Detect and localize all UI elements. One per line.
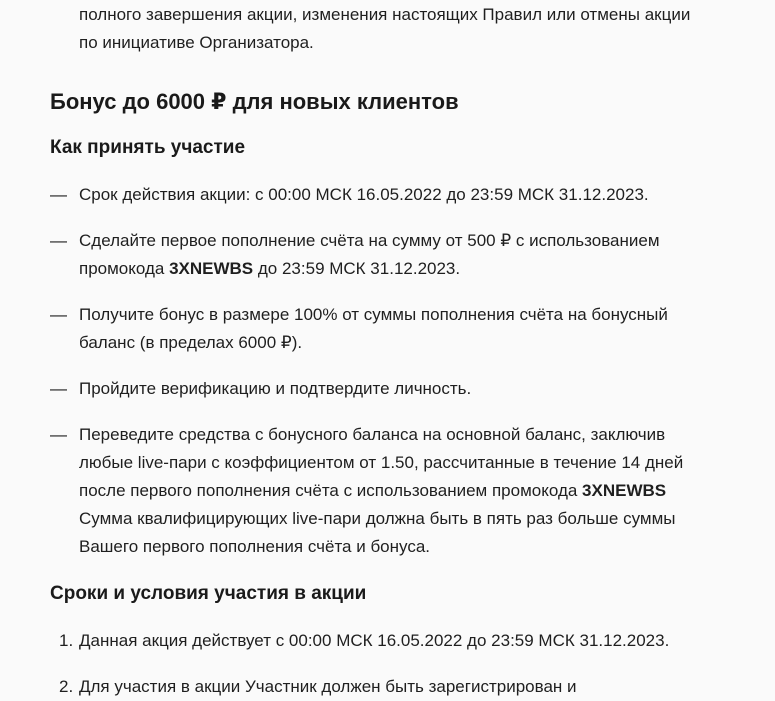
- list-item-line: Получите бонус в размере 100% от суммы пополнения счёта на бонусный: [79, 305, 668, 324]
- list-item-line: Сделайте первое пополнение счёта на сумму от 500 ₽ с использованием: [79, 231, 660, 250]
- how-to-heading: Как принять участие: [50, 137, 246, 158]
- list-item-text: Срок действия акции: с 00:00 МСК 16.05.2022 до 23:59 МСК 31.12.2023.: [79, 185, 649, 204]
- list-item-text: [79, 227, 759, 283]
- intro-paragraph: [79, 1, 759, 57]
- intro-line-1: полного завершения акции, изменения настоящих Правил или отмены акции: [79, 5, 691, 24]
- dash-marker: —: [50, 231, 67, 250]
- intro-line-2: по инициативе Организатора.: [79, 33, 314, 52]
- dash-marker: —: [50, 425, 67, 444]
- section-title: Бонус до 6000 ₽ для новых клиентов: [50, 89, 459, 114]
- list-item-text: Пройдите верификацию и подтвердите личность.: [79, 379, 472, 398]
- list-item-line: [79, 255, 759, 283]
- list-item-line: Вашего первого пополнения счёта и бонуса.: [79, 537, 431, 556]
- dash-marker: —: [50, 185, 67, 204]
- list-number: 1.: [59, 631, 74, 650]
- dash-marker: —: [50, 305, 67, 324]
- list-item-line: Сумма квалифицирующих live-пари должна быть в пять раз больше суммы: [79, 509, 676, 528]
- list-item-line: [79, 477, 759, 505]
- promo-code: 3XNEWBS: [169, 259, 254, 278]
- list-item-text: Для участия в акции Участник должен быть зарегистрирован и: [79, 677, 577, 696]
- terms-heading: Сроки и условия участия в акции: [50, 583, 367, 604]
- text-fragment: промокода: [79, 259, 170, 278]
- text-fragment: после первого пополнения счёта с использованием промокода: [79, 481, 583, 500]
- dash-marker: —: [50, 379, 67, 398]
- list-number: 2.: [59, 677, 74, 696]
- list-item-line: баланс (в пределах 6000 ₽).: [79, 333, 303, 352]
- list-item-text: [79, 301, 759, 357]
- list-item-line: любые live-пари с коэффициентом от 1.50, рассчитанные в течение 14 дней: [79, 453, 684, 472]
- list-item-line: Переведите средства с бонусного баланса на основной баланс, заключив: [79, 425, 666, 444]
- text-fragment: до 23:59 МСК 31.12.2023.: [253, 259, 461, 278]
- list-item-text: [79, 421, 759, 561]
- promo-code: 3XNEWBS: [582, 481, 667, 500]
- list-item-text: Данная акция действует с 00:00 МСК 16.05.2022 до 23:59 МСК 31.12.2023.: [79, 631, 670, 650]
